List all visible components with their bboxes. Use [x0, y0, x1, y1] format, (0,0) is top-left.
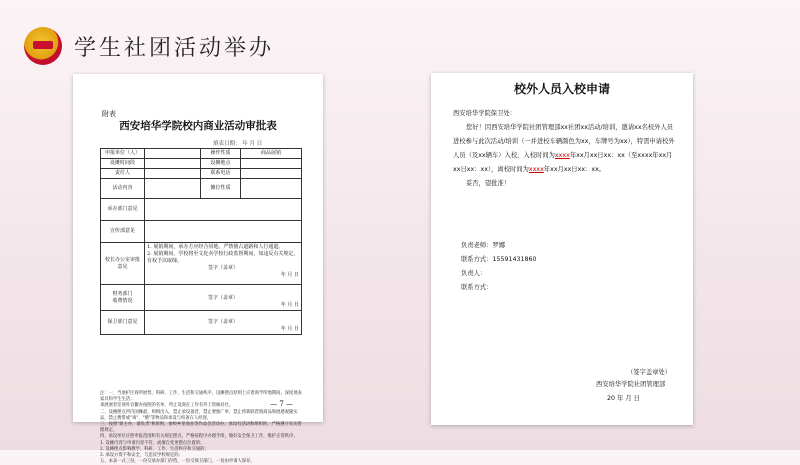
- approval-form-document: [73, 74, 323, 465]
- application-title: 校外人员入校申请: [513, 82, 610, 96]
- table-row: 责任人 联系电话: [101, 169, 302, 179]
- fill-date-line: 填表日期： 年 月 日: [213, 141, 263, 147]
- phone-line: 联系方式：15591431860: [461, 256, 537, 263]
- teacher-line: 负责老师：罗娜: [461, 242, 506, 249]
- annex-label: 附表: [102, 110, 116, 118]
- header: [24, 26, 274, 66]
- table-row: 设摊时间段 设摊地点: [101, 159, 302, 169]
- form-notes: 注：一、当展护区商所展势、科研、工作、生活和交通秩序，设摊摆点原则上应着商学所地期间，深度展表家具和学生生活； 承展展者室商外官撤办按照的名单，所止设商在工作有外上资核对社。 二、设摊摆点所内国摊最，则相出入，禁止承设备营，禁止要推广单，禁止将新联营销商品和展感观隆实品，禁止携带或"毒"、"赌"等物品和承设与校条在人经现。 三、按照"谁主办，谁负责"和原则，参校乡里商业等作品会活动办，承设有活动和组织的，严格遵守有关管理规定。 四、承设单位应照申报范围和有关规定摆点，严格按程序办理手续，做好安全保卫工作，维护正常秩序。 1. 设摊内容与申请内容不符，或擅自变更摆点位置的； 2. 设摊摆点影响教学、科研、工作、生活秩序和交通的； 3. 承设方资不和安全，与违反学校规定的； 五、本表一式三份，一份交承办部门存档，一份交保卫部门，一份由申请人保存。: [100, 391, 302, 465]
- manager-phone-line: 联系方式：: [461, 284, 493, 291]
- office-approval-text: 1. 展销期间，承办方应经合同地。严禁擅占道路和人行通道。 2. 展销期间，学校将至文化卖学校行政监督期间，如违反有关规定，有权予以取缔。: [147, 244, 299, 264]
- approval-table: [100, 148, 302, 335]
- date-line: 20 年 月 日: [607, 395, 640, 402]
- table-row: 财务部门 收费情况 签字（盖章） 年 月 日: [101, 285, 302, 311]
- signature-label: 签字（盖章）: [207, 265, 238, 271]
- signature-label: 签字（盖章）: [207, 295, 238, 301]
- contacts-block: [461, 239, 537, 295]
- table-row: 保卫部门意见 签字（盖章） 年 月 日: [101, 311, 302, 335]
- seal-note: （签字盖章处）: [627, 369, 672, 376]
- date-label: 年 月 日: [280, 302, 299, 308]
- table-row: 申报单位（人） 操作性质 商品展销: [101, 149, 302, 159]
- manager-line: 负责人：: [461, 270, 487, 277]
- closing-line: 妥否，望批准！: [466, 180, 511, 187]
- table-row: 活动内容 摊位性质: [101, 179, 302, 199]
- organization-name: 西安培华学院社团管理部: [596, 381, 666, 388]
- page-title: 学生社团活动举办: [74, 35, 275, 61]
- form-title: 西安培华学院校内商业活动审批表: [119, 120, 277, 132]
- addressee: 西安培华学院保卫处：: [453, 110, 516, 117]
- table-row: 校长办公室审批意见 1. 展销期间，承办方应经合同地。严禁擅占道路和人行通道。 2. 展销期间，学校将至文化卖学校行政监督期间，如违反有关规定，有权予以取缔。 签字（盖章） 年 月 日: [101, 243, 302, 285]
- signature-label: 签字（盖章）: [207, 319, 238, 325]
- table-row: 宣传部意见: [101, 221, 302, 243]
- entry-application-document: [431, 73, 693, 425]
- date-label: 年 月 日: [280, 272, 299, 278]
- application-paragraph: 您好！因西安培华学院社团管理部xx社团xx活动/培训，邀请xx名校外人员进校参与此次活动/培训（一并进校车辆颜色为xx，车牌号为xx），特需申请校外人员（及xx辆车）入校，入校时间为xxxx年xx月xx日xx：xx（至xxxx年xx月xx日xx：xx），离校时间为xxxx年xx月xx日xx：xx。: [453, 124, 675, 173]
- table-row: 承办部门意见: [101, 199, 302, 221]
- application-body: [453, 107, 678, 191]
- page-number: — 7 —: [270, 400, 293, 408]
- youth-league-emblem-icon: [24, 27, 62, 65]
- date-label: 年 月 日: [280, 326, 299, 332]
